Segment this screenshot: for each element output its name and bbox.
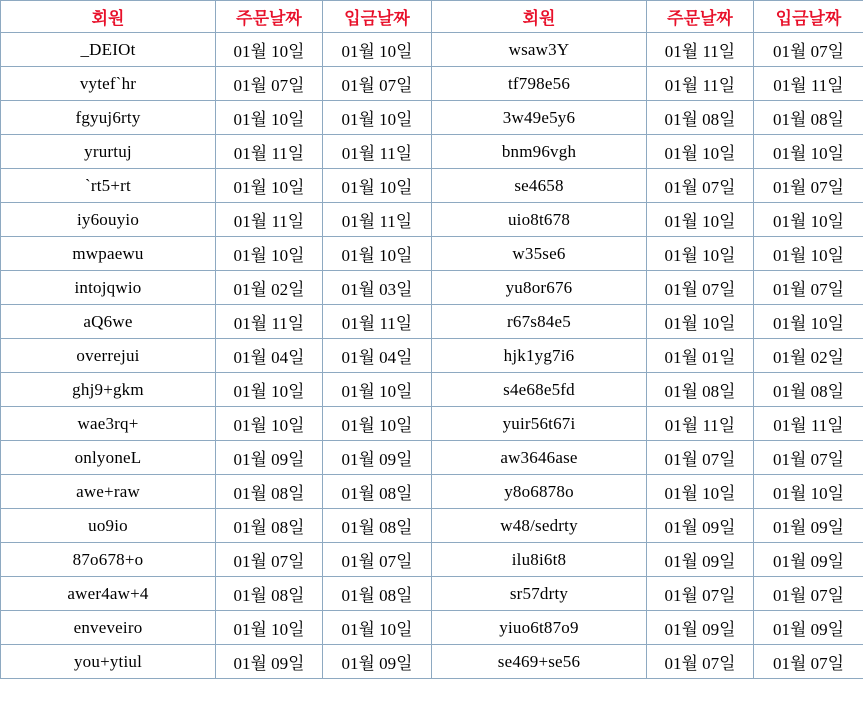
member-id-cell: y8o6878o [432,475,647,509]
member-id-cell: 3w49e5y6 [432,101,647,135]
payment-date-cell: 01월 10일 [323,237,432,271]
order-date-cell: 01월 10일 [647,305,754,339]
column-header-2: 입금날짜 [323,1,432,33]
payment-date-cell: 01월 07일 [323,543,432,577]
table-row [1,101,863,135]
payment-date-cell: 01월 09일 [323,645,432,679]
payment-date-cell: 01월 08일 [323,475,432,509]
order-date-cell: 01월 10일 [216,611,323,645]
table-body [1,33,863,679]
member-id-cell: r67s84e5 [432,305,647,339]
member-id-cell: yuir56t67i [432,407,647,441]
member-id-cell: enveveiro [1,611,216,645]
order-date-cell: 01월 08일 [216,577,323,611]
member-id-cell: fgyuj6rty [1,101,216,135]
table-row [1,373,863,407]
payment-date-cell: 01월 09일 [754,509,863,543]
table-row [1,203,863,237]
member-id-cell: s4e68e5fd [432,373,647,407]
order-date-cell: 01월 07일 [647,169,754,203]
member-id-cell: overrejui [1,339,216,373]
member-id-cell: sr57drty [432,577,647,611]
table-row [1,169,863,203]
order-date-cell: 01월 02일 [216,271,323,305]
order-date-cell: 01월 08일 [216,509,323,543]
payment-date-cell: 01월 10일 [754,237,863,271]
payment-date-cell: 01월 09일 [323,441,432,475]
payment-date-cell: 01월 10일 [323,407,432,441]
member-id-cell: onlyoneL [1,441,216,475]
member-id-cell: aQ6we [1,305,216,339]
member-id-cell: aw3646ase [432,441,647,475]
order-date-cell: 01월 09일 [647,543,754,577]
member-id-cell: uo9io [1,509,216,543]
order-date-cell: 01월 10일 [216,407,323,441]
column-header-3: 회원 [432,1,647,33]
table-header-row [1,1,863,33]
member-id-cell: yu8or676 [432,271,647,305]
order-date-cell: 01월 01일 [647,339,754,373]
order-date-cell: 01월 11일 [216,135,323,169]
member-id-cell: se4658 [432,169,647,203]
order-date-cell: 01월 11일 [647,33,754,67]
member-id-cell: `rt5+rt [1,169,216,203]
member-id-cell: you+ytiul [1,645,216,679]
payment-date-cell: 01월 10일 [323,169,432,203]
payment-date-cell: 01월 10일 [754,305,863,339]
member-id-cell: wsaw3Y [432,33,647,67]
member-id-cell: mwpaewu [1,237,216,271]
table-row [1,577,863,611]
member-id-cell: _DEIOt [1,33,216,67]
member-id-cell: tf798e56 [432,67,647,101]
column-header-0: 회원 [1,1,216,33]
table-row [1,407,863,441]
table-row [1,645,863,679]
order-date-cell: 01월 10일 [647,135,754,169]
payment-date-cell: 01월 11일 [323,203,432,237]
payment-date-cell: 01월 07일 [754,33,863,67]
payment-date-cell: 01월 11일 [754,67,863,101]
order-date-cell: 01월 10일 [647,237,754,271]
column-header-1: 주문날짜 [216,1,323,33]
order-date-cell: 01월 07일 [647,645,754,679]
order-date-cell: 01월 11일 [647,407,754,441]
table-row [1,271,863,305]
payment-date-cell: 01월 02일 [754,339,863,373]
order-date-cell: 01월 10일 [647,475,754,509]
payment-date-cell: 01월 07일 [754,271,863,305]
payment-date-cell: 01월 08일 [323,509,432,543]
table-row [1,305,863,339]
order-date-cell: 01월 09일 [216,441,323,475]
member-id-cell: w48/sedrty [432,509,647,543]
order-date-cell: 01월 07일 [647,441,754,475]
order-date-cell: 01월 08일 [216,475,323,509]
table-row [1,237,863,271]
payment-date-cell: 01월 10일 [323,33,432,67]
table-row [1,135,863,169]
order-date-cell: 01월 08일 [647,101,754,135]
table-row [1,611,863,645]
member-id-cell: awer4aw+4 [1,577,216,611]
payment-date-cell: 01월 07일 [323,67,432,101]
table-row [1,509,863,543]
payment-date-cell: 01월 10일 [323,101,432,135]
order-date-cell: 01월 10일 [216,237,323,271]
order-date-cell: 01월 07일 [216,67,323,101]
column-header-5: 입금날짜 [754,1,863,33]
order-date-cell: 01월 07일 [647,271,754,305]
member-id-cell: uio8t678 [432,203,647,237]
payment-date-cell: 01월 10일 [754,135,863,169]
table-row [1,475,863,509]
payment-date-cell: 01월 04일 [323,339,432,373]
member-id-cell: wae3rq+ [1,407,216,441]
payment-date-cell: 01월 11일 [323,135,432,169]
member-id-cell: intojqwio [1,271,216,305]
member-id-cell: iy6ouyio [1,203,216,237]
payment-date-cell: 01월 07일 [754,577,863,611]
payment-date-cell: 01월 09일 [754,611,863,645]
order-date-cell: 01월 07일 [216,543,323,577]
payment-date-cell: 01월 07일 [754,169,863,203]
order-date-cell: 01월 11일 [216,305,323,339]
member-id-cell: hjk1yg7i6 [432,339,647,373]
table-header [1,1,863,33]
order-date-cell: 01월 10일 [216,373,323,407]
order-date-cell: 01월 04일 [216,339,323,373]
table-row [1,441,863,475]
order-date-cell: 01월 10일 [216,101,323,135]
order-date-cell: 01월 10일 [216,169,323,203]
member-id-cell: w35se6 [432,237,647,271]
table-row [1,33,863,67]
payment-date-cell: 01월 08일 [323,577,432,611]
member-id-cell: yrurtuj [1,135,216,169]
order-date-cell: 01월 09일 [647,509,754,543]
table-row [1,67,863,101]
order-date-cell: 01월 08일 [647,373,754,407]
payment-date-cell: 01월 03일 [323,271,432,305]
payment-date-cell: 01월 10일 [323,611,432,645]
member-id-cell: bnm96vgh [432,135,647,169]
payment-date-cell: 01월 08일 [754,373,863,407]
member-id-cell: se469+se56 [432,645,647,679]
column-header-4: 주문날짜 [647,1,754,33]
order-date-cell: 01월 10일 [647,203,754,237]
payment-date-cell: 01월 10일 [323,373,432,407]
payment-date-cell: 01월 09일 [754,543,863,577]
table-row [1,543,863,577]
member-id-cell: ghj9+gkm [1,373,216,407]
member-id-cell: vytef`hr [1,67,216,101]
member-id-cell: 87o678+o [1,543,216,577]
order-date-cell: 01월 09일 [216,645,323,679]
member-id-cell: awe+raw [1,475,216,509]
order-date-cell: 01월 07일 [647,577,754,611]
payment-date-cell: 01월 11일 [754,407,863,441]
table-row [1,339,863,373]
payment-date-cell: 01월 10일 [754,203,863,237]
payment-date-cell: 01월 11일 [323,305,432,339]
payment-date-cell: 01월 08일 [754,101,863,135]
payment-date-cell: 01월 07일 [754,441,863,475]
member-id-cell: yiuo6t87o9 [432,611,647,645]
member-id-cell: ilu8i6t8 [432,543,647,577]
order-date-cell: 01월 11일 [647,67,754,101]
payment-date-cell: 01월 07일 [754,645,863,679]
payment-date-cell: 01월 10일 [754,475,863,509]
order-date-cell: 01월 11일 [216,203,323,237]
order-date-cell: 01월 09일 [647,611,754,645]
order-date-cell: 01월 10일 [216,33,323,67]
